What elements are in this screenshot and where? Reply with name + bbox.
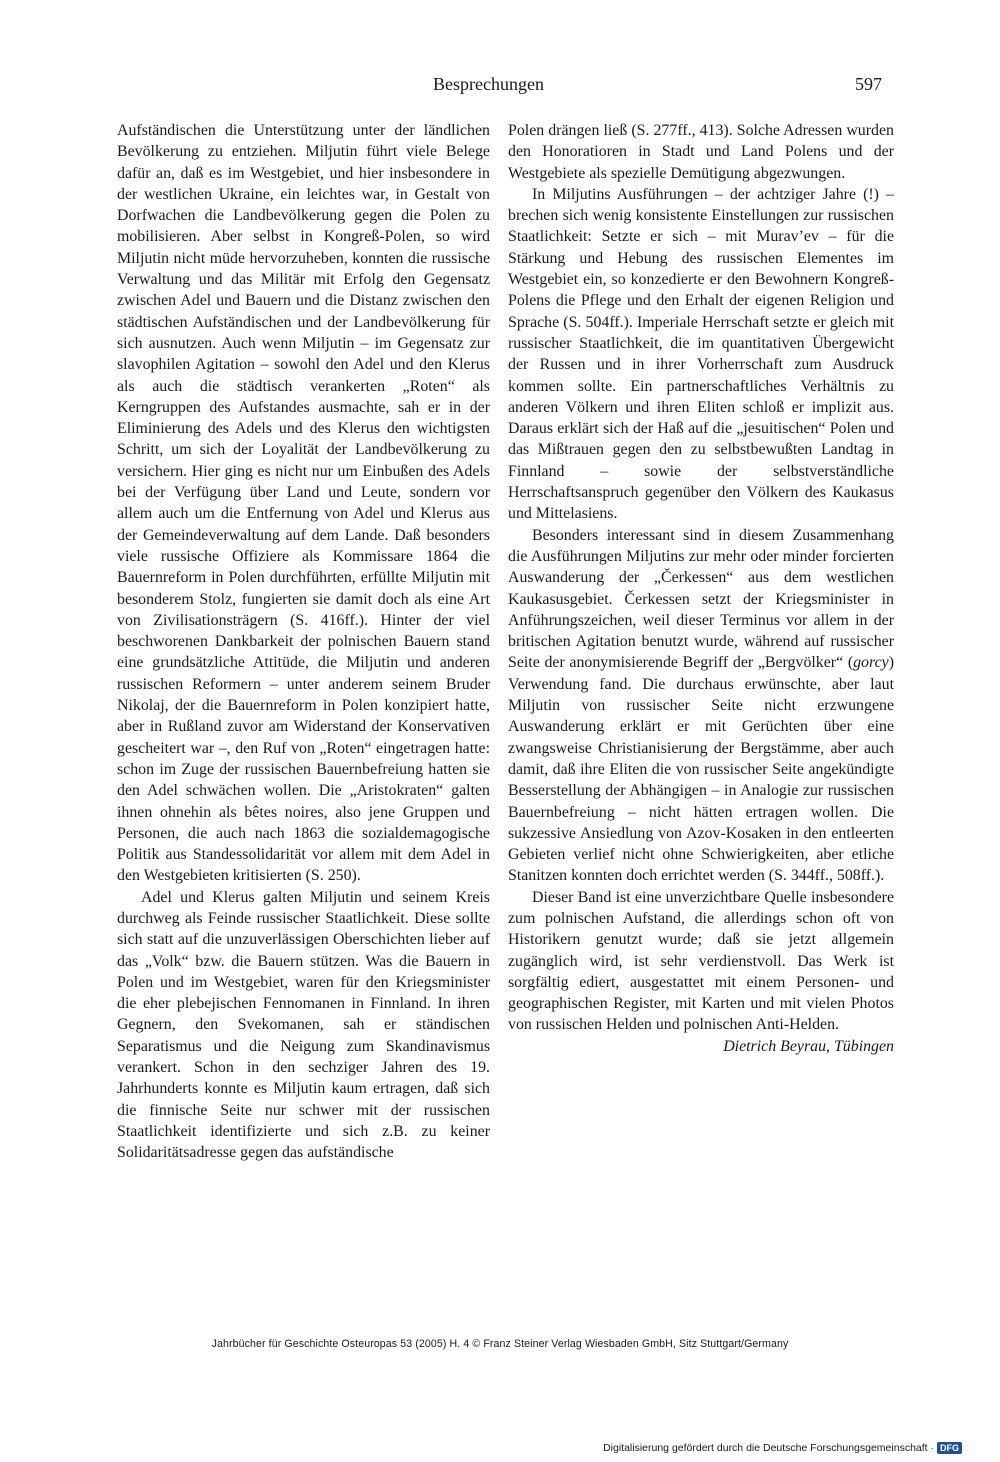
review-signature: Dietrich Beyrau, Tübingen <box>723 1037 894 1055</box>
right-paragraph-4: Dieser Band ist eine unverzichtbare Quelle insbesondere zum polnischen Aufstand, die allerdings schon oft von Historikern genutzt wurde; daß sie jetzt allgemein zugänglich wird, ist sehr verdienstvoll. Das Werk ist sorgfältig ediert, ausgestattet mit einem Personen- und geographischen Register, mit Karten und mit vielen Photos von russischen Helden und polnischen Anti-Helden. <box>508 888 894 1034</box>
right-paragraph-3-text-a: Besonders interessant sind in diesem Zusammenhang die Ausführungen Miljutins zur mehr oder minder forcierten Auswanderung der „Čerkessen“ aus dem westlichen Kaukasusgebiet. Čerkessen setzt der Kriegsminister in Anführungszeichen, weil dieser Terminus vor allem in der britischen Agitation benutzt wurde, während auf russischer Seite der anonymisierende Begriff der „Bergvölker“ ( <box>508 526 894 672</box>
running-head <box>0 74 1000 100</box>
digitization-text: Digitalisierung gefördert durch die Deutsche Forschungsgemeinschaft · <box>603 1442 934 1454</box>
right-column <box>508 120 894 1057</box>
right-paragraph-1: Polen drängen ließ (S. 277ff., 413). Solche Adressen wurden den Honoratioren in Stadt und Land Polens und der Westgebiete als spezielle Demütigung abgezwungen. <box>508 122 894 182</box>
journal-citation-footer: Jahrbücher für Geschichte Osteuropas 53 (2005) H. 4 © Franz Steiner Verlag Wiesbaden GmbH, Sitz Stuttgart/Germany <box>211 1338 789 1350</box>
left-paragraph-1: Aufständischen die Unterstützung unter der ländlichen Bevölkerung zu entziehen. Miljutin führt viele Belege dafür an, daß es im Westgebiet, und hier insbesondere in der westlichen Ukraine, ein leichtes war, in Gestalt von Dorfwachen die Landbevölkerung gegen die Polen zu mobilisieren. Aber selbst in Kongreß-Polen, so wird Miljutin nicht müde hervorzuheben, konnten die russische Verwaltung und das Militär mit Erfolg den Gegensatz zwischen Adel und Bauern und die Distanz zwischen den städtischen Aufständischen und der Landbevölkerung für sich ausnutzen. Auch wenn Miljutin – im Gegensatz zur slavophilen Agitation – sowohl den Adel und den Klerus als auch die städtisch verankerten „Roten“ als Kerngruppen des Aufstandes ausmachte, sah er in der Eliminierung des Adels und des Klerus den wichtigsten Schritt, um sich der Loyalität der Landbevölkerung zu versichern. Hier ging es nicht nur um Einbußen des Adels bei der Verfügung über Land und Leute, sondern vor allem auch um die Entfernung von Adel und Klerus aus der Gemeindeverwaltung auf dem Lande. Daß besonders viele russische Offiziere als Kommissare 1864 die Bauernreform in Polen durchführten, erfüllte Miljutin mit besonderem Stolz, fungierten sie damit doch als eine Art von Zivilisationsträgern (S. 416ff.). Hinter der viel beschworenen Dankbarkeit der polnischen Bauern stand eine grundsätzliche Attitüde, die Miljutin und anderen russischen Reformern – unter anderem seinem Bruder Nikolaj, der die Bauernreform in Polen konzipiert hatte, aber in Rußland zuvor am Widerstand der Konservativen gescheitert war –, den Ruf von „Roten“ eingetragen hatte: schon im Zuge der russischen Bauernbefreiung hatten sie den Adel schwächen wollen. Die „Aristokraten“ galten ihnen ohnehin als bêtes noires, also jene Gruppen und Personen, die auch nach 1863 die sozialdemagogische Politik aus Standessolidarität vor allem mit dem Adel in den Westgebieten kritisierten (S. 250). <box>117 122 490 885</box>
right-paragraph-3 <box>508 525 894 887</box>
dfg-logo: DFG <box>937 1442 962 1454</box>
page-number: 597 <box>855 74 882 94</box>
right-paragraph-3-text-b: ) Verwendung fand. Die durchaus erwünschte, aber laut Miljutin von russischer Seite nicht erzwungene Auswanderung erklärt er mit Gerüchten über eine zwangsweise Christianisierung der Bergstämme, aber auch damit, daß ihre Eliten die von russischer Seite angekündigte Besserstellung der Abhängigen – in Analogie zur russischen Bauernbefreiung – nicht hätten ertragen wollen. Die sukzessive Ansiedlung von Azov-Kosaken in den entleerten Gebieten verlief nicht ohne Schwierigkeiten, aber etliche Stanitzen konnten doch errichtet werden (S. 344ff., 508ff.). <box>508 654 894 885</box>
running-head-title: Besprechungen <box>433 74 544 94</box>
digitization-notice <box>603 1442 962 1454</box>
left-paragraph-2: Adel und Klerus galten Miljutin und seinem Kreis durchweg als Feinde russischer Staatlichkeit. Diese sollte sich statt auf die unzuverlässigen Oberschichten lieber auf das „Volk“ bzw. die Bauern stützen. Was die Bauern in Polen und im Westgebiet, waren für den Kriegsminister die eher plebejischen Fennomanen in Finnland. In ihren Gegnern, den Svekomanen, sah er ständischen Separatismus und die Neigung zum Skandinavismus verankert. Schon in den sechziger Jahren des 19. Jahrhunderts konnte es Miljutin kaum ertragen, daß sich die finnische Seite nur schwer mit der russischen Staatlichkeit identifizierte und sich z.B. zu keiner Solidaritätsadresse gegen das aufständische <box>117 888 490 1162</box>
right-paragraph-2: In Miljutins Ausführungen – der achtziger Jahre (!) – brechen sich wenig konsistente Einstellungen zur russischen Staatlichkeit: Setzte er sich – mit Murav’ev – für die Stärkung und Hebung des russischen Elementes im Westgebiet ein, so konzedierte er den Bewohnern Kongreß-Polens die Pflege und den Erhalt der eigenen Religion und Sprache (S. 504ff.). Imperiale Herrschaft setzte er gleich mit russischer Staatlichkeit, die im quantitativen Übergewicht der Russen und in ihrer Vorherrschaft zum Ausdruck kommen sollte. Ein partnerschaftliches Verhältnis zu anderen Völkern und ihren Eliten schloß er implizit aus. Daraus erklärt sich der Haß auf die „jesuitischen“ Polen und das Mißtrauen gegen den zu selbstbewußten Landtag in Finnland – sowie der selbstverständliche Herrschaftsanspruch gegenüber den Völkern des Kaukasus und Mittelasiens. <box>508 185 894 523</box>
right-paragraph-3-italic-term: gorcy <box>853 654 889 672</box>
left-column <box>117 120 490 1164</box>
